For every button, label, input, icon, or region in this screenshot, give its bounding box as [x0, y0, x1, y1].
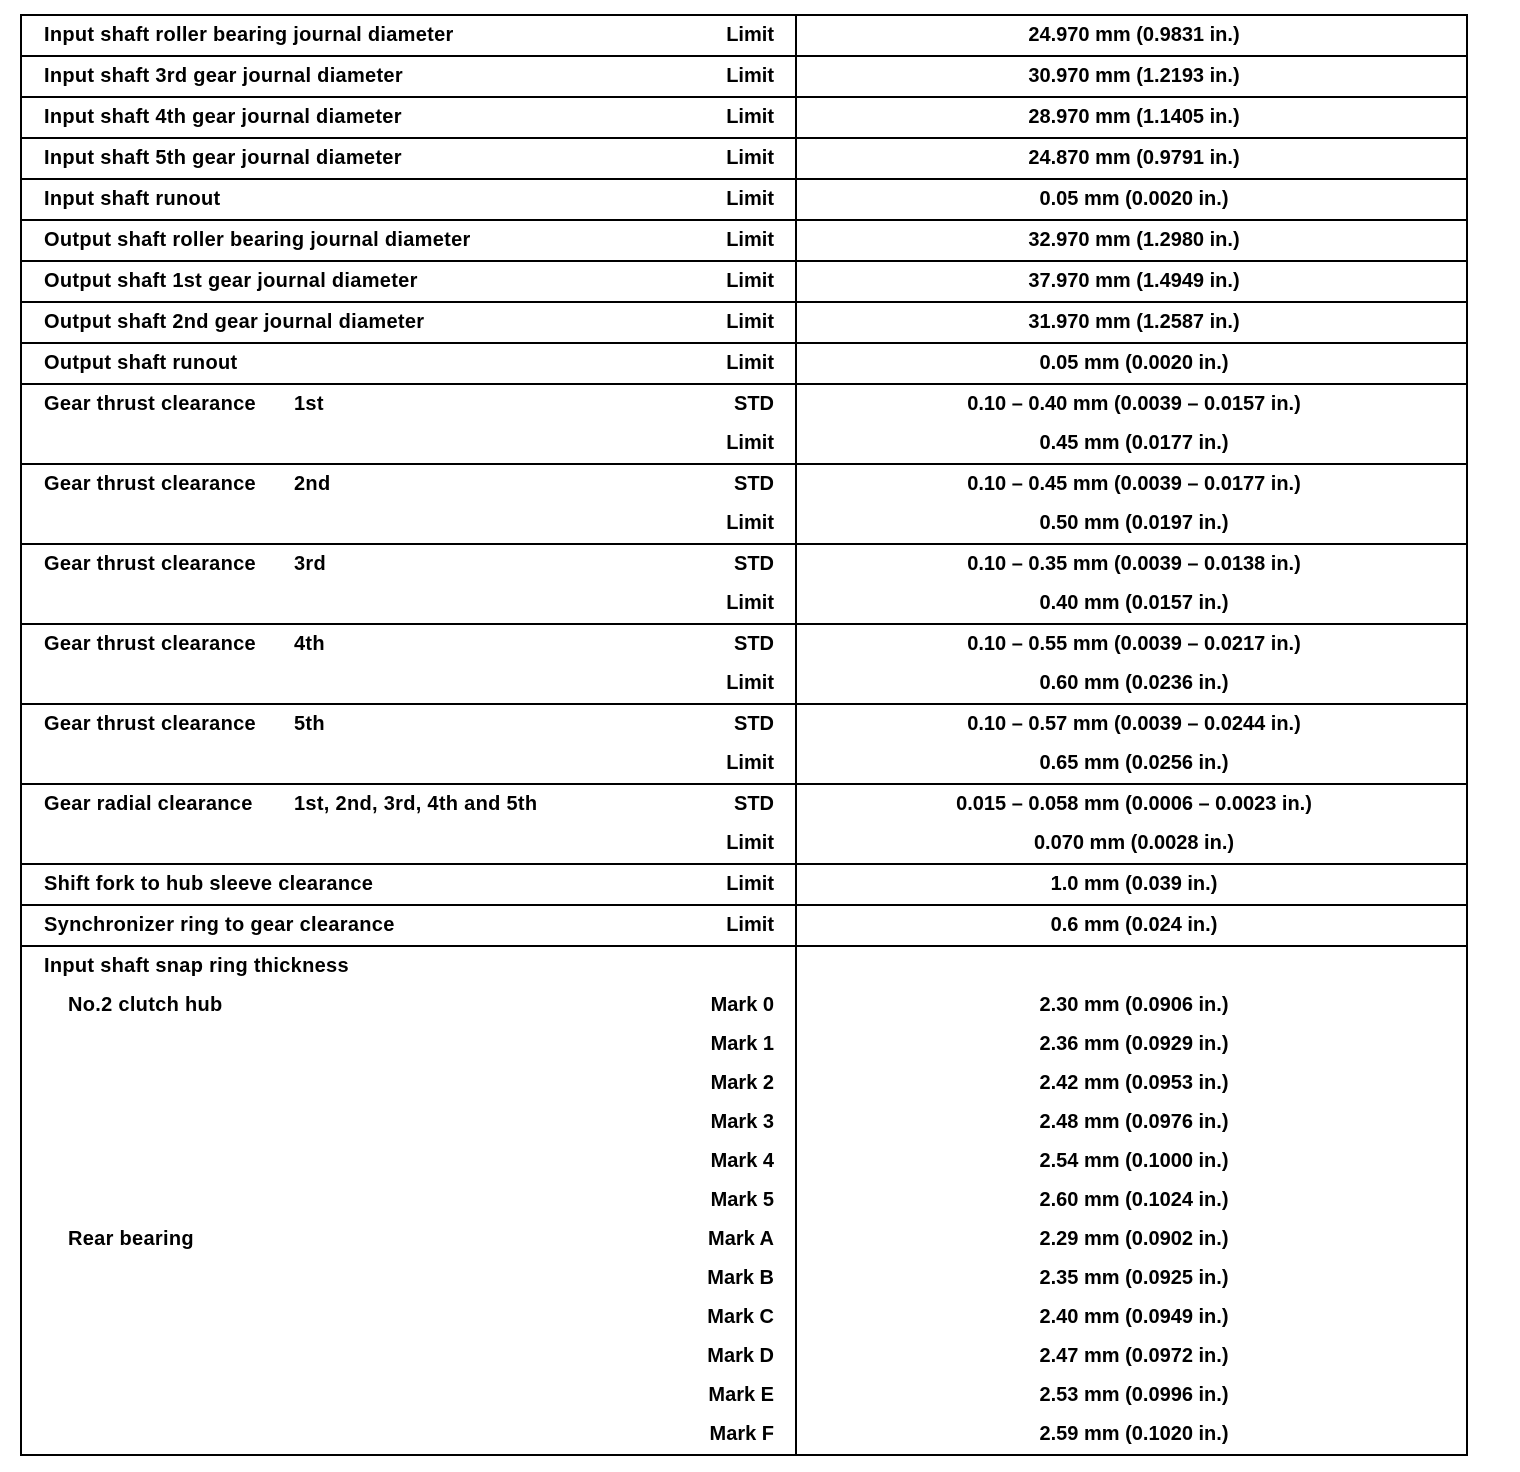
clearance-subtype: 2nd — [294, 473, 331, 495]
spec-value: 24.870 mm (0.9791 in.) — [1028, 147, 1240, 169]
mark-label: Mark F — [709, 1423, 774, 1445]
std-label: STD — [734, 473, 774, 495]
std-label: STD — [734, 713, 774, 735]
limit-label: Limit — [726, 752, 774, 774]
limit-label: Limit — [726, 672, 774, 694]
std-value: 0.10 – 0.40 mm (0.0039 – 0.0157 in.) — [967, 393, 1301, 415]
spec-label: Limit — [726, 352, 774, 374]
spec-row — [22, 96, 1466, 137]
spec-label: Limit — [726, 311, 774, 333]
spec-row — [22, 863, 1466, 904]
clearance-name-cell — [44, 385, 324, 424]
mark-value: 2.42 mm (0.0953 in.) — [1039, 1072, 1229, 1094]
mark-value: 2.29 mm (0.0902 in.) — [1039, 1228, 1229, 1250]
spec-value: 32.970 mm (1.2980 in.) — [1028, 229, 1240, 251]
clearance-name-cell — [44, 705, 325, 744]
spec-name: Input shaft 4th gear journal diameter — [44, 106, 402, 128]
spec-value: 30.970 mm (1.2193 in.) — [1028, 65, 1240, 87]
mark-label: Mark 5 — [710, 1189, 774, 1211]
spec-label: Limit — [726, 270, 774, 292]
spec-row — [22, 16, 1466, 55]
mark-value: 2.54 mm (0.1000 in.) — [1039, 1150, 1229, 1172]
clearance-subtype: 5th — [294, 713, 325, 735]
clearance-row — [22, 463, 1466, 543]
std-value: 0.015 – 0.058 mm (0.0006 – 0.0023 in.) — [956, 793, 1312, 815]
spec-value: 37.970 mm (1.4949 in.) — [1028, 270, 1240, 292]
spec-name: Input shaft 3rd gear journal diameter — [44, 65, 403, 87]
std-label: STD — [734, 553, 774, 575]
mark-value: 2.53 mm (0.0996 in.) — [1039, 1384, 1229, 1406]
mark-value: 2.35 mm (0.0925 in.) — [1039, 1267, 1229, 1289]
mark-label: Mark 4 — [710, 1150, 774, 1172]
mark-value: 2.48 mm (0.0976 in.) — [1039, 1111, 1229, 1133]
clearance-name: Gear thrust clearance — [44, 713, 256, 735]
clearance-row — [22, 383, 1466, 463]
spec-value: 1.0 mm (0.039 in.) — [1050, 873, 1218, 895]
spec-value: 0.05 mm (0.0020 in.) — [1039, 188, 1229, 210]
clearance-row — [22, 783, 1466, 863]
mark-label: Mark 2 — [710, 1072, 774, 1094]
std-value: 0.10 – 0.55 mm (0.0039 – 0.0217 in.) — [967, 633, 1301, 655]
mark-value: 2.30 mm (0.0906 in.) — [1039, 994, 1229, 1016]
spec-value: 0.05 mm (0.0020 in.) — [1039, 352, 1229, 374]
limit-value: 0.40 mm (0.0157 in.) — [1039, 592, 1229, 614]
clearance-subtype: 1st — [294, 393, 324, 415]
spec-row — [22, 342, 1466, 383]
snap-ring-group-name: Rear bearing — [68, 1228, 194, 1250]
std-value: 0.10 – 0.35 mm (0.0039 – 0.0138 in.) — [967, 553, 1301, 575]
snap-ring-group-name: No.2 clutch hub — [68, 994, 223, 1016]
spec-name: Output shaft roller bearing journal diameter — [44, 229, 471, 251]
clearance-row — [22, 703, 1466, 783]
std-value: 0.10 – 0.45 mm (0.0039 – 0.0177 in.) — [967, 473, 1301, 495]
spec-name: Output shaft 1st gear journal diameter — [44, 270, 418, 292]
spec-row — [22, 301, 1466, 342]
mark-value: 2.59 mm (0.1020 in.) — [1039, 1423, 1229, 1445]
clearance-subtype: 4th — [294, 633, 325, 655]
spec-name: Input shaft roller bearing journal diameter — [44, 24, 454, 46]
spec-label: Limit — [726, 65, 774, 87]
spec-row — [22, 55, 1466, 96]
clearance-subtype: 1st, 2nd, 3rd, 4th and 5th — [294, 793, 538, 815]
mark-label: Mark 3 — [710, 1111, 774, 1133]
limit-value: 0.60 mm (0.0236 in.) — [1039, 672, 1229, 694]
limit-label: Limit — [726, 512, 774, 534]
limit-value: 0.45 mm (0.0177 in.) — [1039, 432, 1229, 454]
limit-value: 0.070 mm (0.0028 in.) — [1033, 832, 1235, 854]
mark-label: Mark D — [707, 1345, 774, 1367]
std-label: STD — [734, 393, 774, 415]
snap-ring-section — [22, 945, 1466, 1454]
clearance-subtype: 3rd — [294, 553, 327, 575]
spec-name: Shift fork to hub sleeve clearance — [44, 873, 374, 895]
spec-name: Synchronizer ring to gear clearance — [44, 914, 395, 936]
limit-label: Limit — [726, 832, 774, 854]
mark-value: 2.47 mm (0.0972 in.) — [1039, 1345, 1229, 1367]
spec-name: Input shaft runout — [44, 188, 221, 210]
limit-label: Limit — [726, 432, 774, 454]
spec-name: Input shaft 5th gear journal diameter — [44, 147, 402, 169]
clearance-name: Gear thrust clearance — [44, 553, 256, 575]
limit-value: 0.50 mm (0.0197 in.) — [1039, 512, 1229, 534]
spec-value: 28.970 mm (1.1405 in.) — [1028, 106, 1240, 128]
spec-label: Limit — [726, 24, 774, 46]
mark-label: Mark 1 — [710, 1033, 774, 1055]
spec-label: Limit — [726, 147, 774, 169]
spec-row — [22, 904, 1466, 945]
mark-label: Mark E — [708, 1384, 774, 1406]
std-label: STD — [734, 633, 774, 655]
spec-row — [22, 137, 1466, 178]
limit-value: 0.65 mm (0.0256 in.) — [1039, 752, 1229, 774]
spec-name: Output shaft 2nd gear journal diameter — [44, 311, 425, 333]
clearance-row — [22, 543, 1466, 623]
spec-label: Limit — [726, 188, 774, 210]
mark-value: 2.40 mm (0.0949 in.) — [1039, 1306, 1229, 1328]
std-label: STD — [734, 793, 774, 815]
spec-label: Limit — [726, 873, 774, 895]
clearance-name-cell — [44, 465, 330, 504]
spec-table — [20, 14, 1468, 1456]
spec-row — [22, 178, 1466, 219]
mark-label: Mark C — [707, 1306, 774, 1328]
clearance-name-cell — [44, 785, 537, 824]
spec-row — [22, 260, 1466, 301]
clearance-row — [22, 623, 1466, 703]
clearance-name-cell — [44, 545, 326, 584]
spec-label: Limit — [726, 106, 774, 128]
std-value: 0.10 – 0.57 mm (0.0039 – 0.0244 in.) — [967, 713, 1301, 735]
mark-value: 2.60 mm (0.1024 in.) — [1039, 1189, 1229, 1211]
spec-value: 31.970 mm (1.2587 in.) — [1028, 311, 1240, 333]
mark-label: Mark B — [707, 1267, 774, 1289]
clearance-name: Gear thrust clearance — [44, 473, 256, 495]
spec-name: Output shaft runout — [44, 352, 238, 374]
mark-label: Mark A — [708, 1228, 774, 1250]
mark-label: Mark 0 — [710, 994, 774, 1016]
spec-row — [22, 219, 1466, 260]
snap-ring-title: Input shaft snap ring thickness — [44, 955, 349, 977]
mark-value: 2.36 mm (0.0929 in.) — [1039, 1033, 1229, 1055]
clearance-name: Gear thrust clearance — [44, 393, 256, 415]
spec-value: 0.6 mm (0.024 in.) — [1050, 914, 1218, 936]
spec-value: 24.970 mm (0.9831 in.) — [1028, 24, 1240, 46]
clearance-name: Gear thrust clearance — [44, 633, 256, 655]
clearance-name-cell — [44, 625, 325, 664]
spec-label: Limit — [726, 914, 774, 936]
limit-label: Limit — [726, 592, 774, 614]
clearance-name: Gear radial clearance — [44, 793, 253, 815]
spec-label: Limit — [726, 229, 774, 251]
